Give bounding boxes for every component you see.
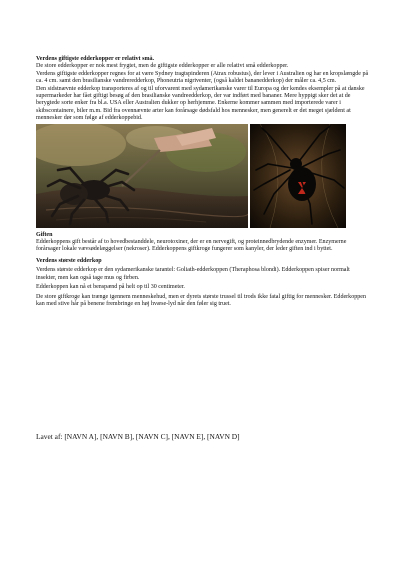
author-credits: Lavet af: [NAVN A], [NAVN B], [NAVN C], [NAVN E], [NAVN D] [36, 432, 240, 441]
section-heading-venom: Giften [36, 231, 53, 238]
paragraph: Den sidstnævnte edderkop transporteres af og til uforvarent med sydamerikanske varer til Europa og der kendes eksempler på at danske supermarkeder har fået giftigt besøg af den brasilianske vandreedderkop, der var indført med bananer. Mere hyppigt sker det at de berygtede sorte enker fra bl.a. USA eller Australien dukker op herhjemme. Enkerne kommer sammen med importerede varer i skibscontainere, biler m.m. Bid fra ovennævnte arter kan forårsage dødsfald hos mennesker, men generelt er det meget sjældent at mennesker dør som følge af edderkoppebid. [36, 85, 365, 122]
tarantula-with-stick-photo [36, 124, 248, 228]
paragraph: Verdens giftigste edderkopper regnes for at være Sydney tragtspinderen (Atrax robustus), der lever i Australien og har en kropslængde på ca. 4 cm. samt den brasilianske vandreredderkop, Phoneutria nigriventer, (også kaldet bananedderkop) der måler ca. 4,5 cm. [36, 70, 369, 85]
photo-row [36, 124, 370, 228]
document-body [36, 56, 370, 308]
paragraph: Edderkoppen kan nå et benspænd på helt op til 30 centimeter. [36, 284, 185, 291]
paragraph: De store giftkroge kan trænge igennem menneskehud, men er dyrets største trussel til trods ikke fatal giftig for mennesker. Edderkoppen kan med stive hår på benene frembringe en høj hvæse-lyd når den føler sig truet. [36, 293, 366, 307]
section-heading-smallest: Verdens giftigste edderkopper er relativt små. [36, 56, 155, 62]
black-widow-spider-photo [250, 124, 346, 228]
paragraph: Edderkoppens gift består af to hovedbestanddele, neurotoxiner, der er en nervegift, og proteinnedbrydende enzymer. Enzymerne forårsager lokale vævsødelæggelser (nekroser). Edderkoppens giftkroge fungerer som kanyler, der leder giften ind i byttet. [36, 239, 347, 253]
paragraph: Verdens største edderkop er den sydamerikanske tarantel: Goliath-edderkoppen (Theraphosa blondi). Edderkoppen spiser normalt insekter, men kan også tage mus og firben. [36, 267, 350, 281]
section-heading-largest: Verdens største edderkop [36, 257, 102, 264]
paragraph: De store edderkopper er nok mest frygtet, men de giftigste edderkopper er alle relativt små edderkopper. [36, 63, 289, 70]
